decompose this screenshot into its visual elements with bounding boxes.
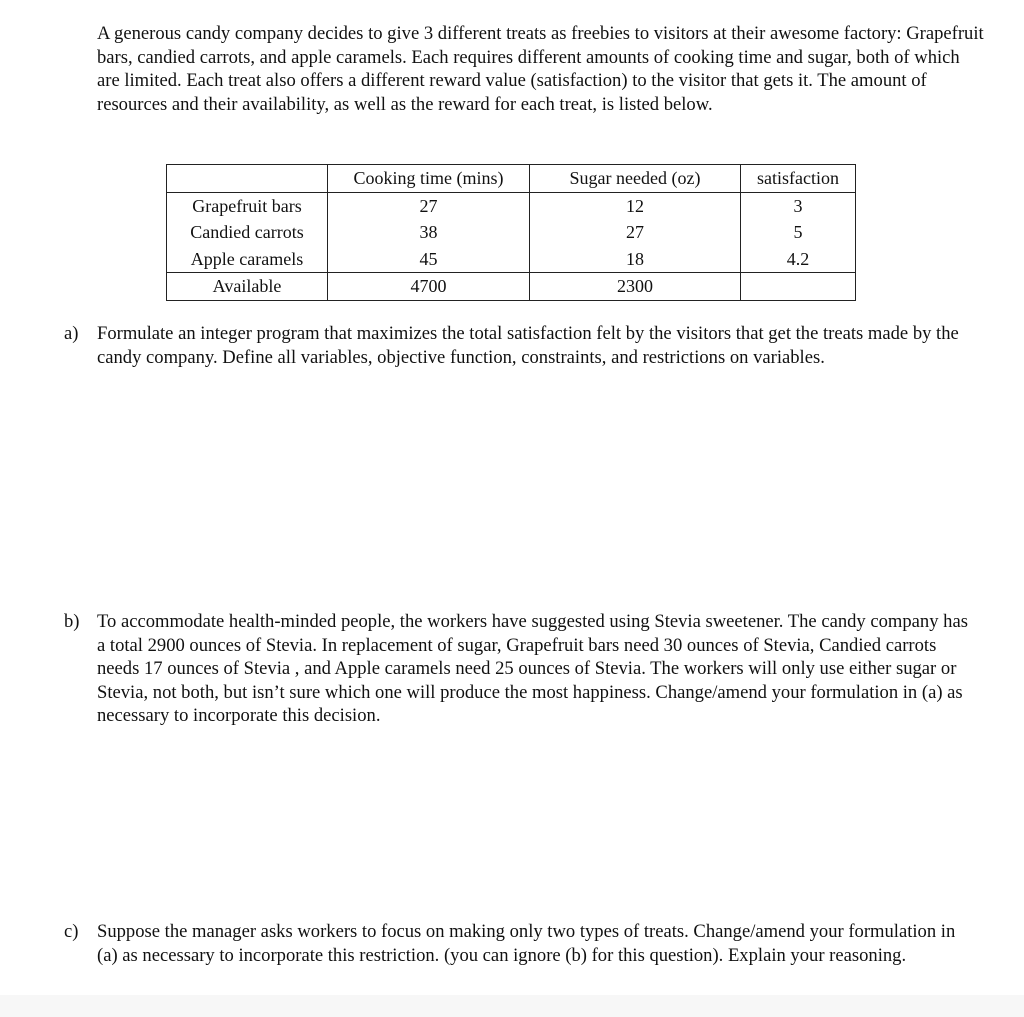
table-cell: 2300: [530, 273, 741, 301]
page-bottom-edge: [0, 995, 1024, 1017]
question-text: Formulate an integer program that maximizes the total satisfaction felt by the visitors that get the treats made by the candy company. Define all variables, objective function, constraints, and restrictions on variables.: [97, 323, 959, 368]
table-cell: 45: [328, 246, 530, 273]
question-b: [64, 610, 969, 728]
table-cell: 4.2: [741, 246, 856, 273]
question-a: [64, 322, 969, 369]
table-header-cell: [167, 165, 328, 193]
question-label: a): [64, 323, 79, 344]
table-header-cell: Sugar needed (oz): [530, 165, 741, 193]
table-row-label: Available: [167, 273, 328, 301]
table-cell: 12: [530, 192, 741, 219]
table-header-cell: Cooking time (mins): [328, 165, 530, 193]
question-label: c): [64, 921, 79, 942]
table-row-available: [167, 273, 856, 301]
table-cell: [741, 273, 856, 301]
table-cell: 27: [530, 219, 741, 246]
table-header-cell: satisfaction: [741, 165, 856, 193]
question-text: To accommodate health-minded people, the workers have suggested using Stevia sweetener. The candy company has a total 2900 ounces of Stevia. In replacement of sugar, Grapefruit bars need 30 ounces of Stevia, Candied carrots needs 17 ounces of Stevia , and Apple caramels need 25 ounces of Stevia. The workers will only use either sugar or Stevia, not both, but isn’t sure which one will produce the most happiness. Change/amend your formulation in (a) as necessary to incorporate this decision.: [97, 611, 968, 726]
table-cell: 5: [741, 219, 856, 246]
table-cell: 27: [328, 192, 530, 219]
table-cell: 38: [328, 219, 530, 246]
table-cell: 18: [530, 246, 741, 273]
table-cell: 4700: [328, 273, 530, 301]
question-c: [64, 920, 969, 967]
table-cell: 3: [741, 192, 856, 219]
resource-table: [166, 164, 856, 301]
table-row-label: Grapefruit bars: [167, 192, 328, 219]
table-row-label: Apple caramels: [167, 246, 328, 273]
table-row-label: Candied carrots: [167, 219, 328, 246]
question-text: Suppose the manager asks workers to focus on making only two types of treats. Change/amend your formulation in (a) as necessary to incorporate this restriction. (you can ignore (b) for this question). Explain your reasoning.: [97, 921, 956, 966]
table-header-row: [167, 165, 856, 193]
question-label: b): [64, 611, 80, 632]
table-row: [167, 192, 856, 219]
problem-intro: A generous candy company decides to give 3 different treats as freebies to visitors at their awesome factory: Grapefruit bars, candied carrots, and apple caramels. Each requires different amounts of cooking time and sugar, both of which are limited. Each treat also offers a different reward value (satisfaction) to the visitor that gets it. The amount of resources and their availability, as well as the reward for each treat, is listed below.: [97, 23, 984, 115]
table-row: [167, 219, 856, 246]
table-row: [167, 246, 856, 273]
